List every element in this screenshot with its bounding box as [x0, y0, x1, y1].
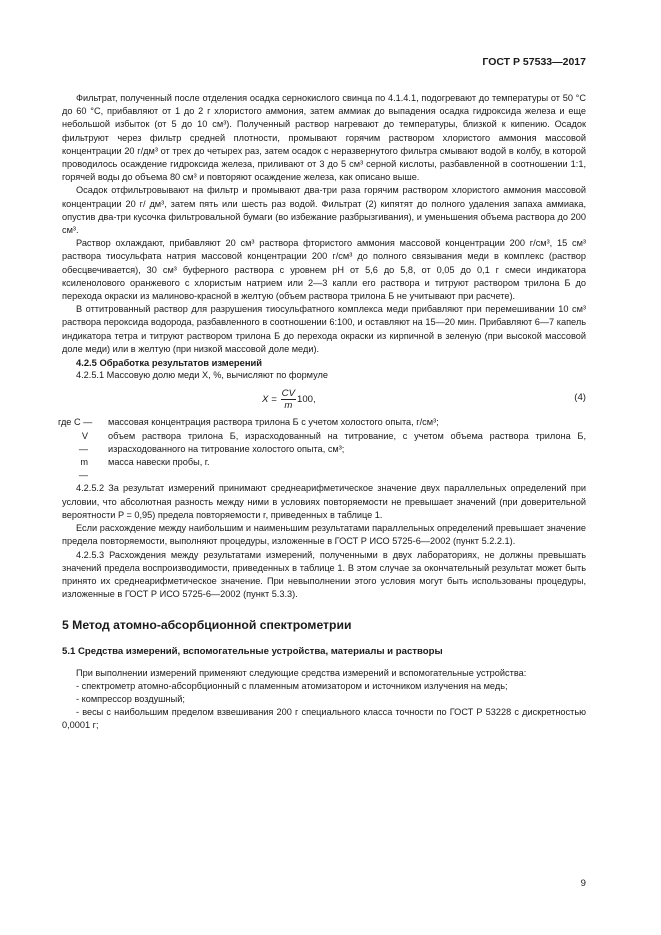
- paragraph-4-2-5-2: 4.2.5.2 За результат измерений принимают среднеарифметическое значение двух параллельных определений при условии, что абсолютная разность между ними в условиях повторяемости не превышает значений (при доверительной вероятности P = 0,95) предела повторяемости r, приведенных в таблице 1.: [62, 483, 586, 520]
- page-number: 9: [580, 878, 586, 889]
- paragraph-5-1: При выполнении измерений применяют следующие средства измерений и вспомогательные устройства:: [76, 667, 527, 678]
- paragraph-discrepancy: Если расхождение между наибольшим и наименьшим результатами параллельных определений превышает значение предела повторяемости, выполняют процедуры, изложенные в ГОСТ Р ИСО 5725-6—2002 (пункт 5.2.2.1).: [62, 523, 586, 547]
- paragraph-4-2-5-1: 4.2.5.1 Массовую долю меди X, %, вычисляют по формуле: [76, 370, 328, 381]
- formula-number: (4): [574, 392, 586, 404]
- formula-numerator: CV: [281, 388, 295, 400]
- section-heading-5: 5 Метод атомно-абсорбционной спектрометрии: [62, 618, 352, 633]
- formula-denominator: m: [284, 400, 293, 412]
- legend-symbol: m —: [78, 457, 88, 481]
- formula-lhs: X =: [262, 394, 277, 406]
- paragraph-solution-cooling: Раствор охлаждают, прибавляют 20 см³ раствора фтористого аммония массовой концентрации 200 г/см³, 15 см³ раствора тиосульфата натрия массовой концентрации 200 г/см³ до полного связывания меди в комплекс (раствор обесцвечивается), 30 см³ буферного раствора с уровнем pH от 5,6 до 5,8, от 0,05 до 0,1 г смеси индикатора ксиленолового оранжевого с хлористым натрием или 2—3 капли его раствора и титруют раствором трилона Б до перехода окраски из малиново-красной в желтую (объем раствора трилона Б не учитывают при расчете).: [62, 238, 586, 302]
- formula-fraction: [281, 388, 296, 411]
- document-code: ГОСТ Р 57533—2017: [482, 56, 586, 68]
- legend-symbol: где C —: [58, 417, 93, 428]
- section-heading-4-2-5: 4.2.5 Обработка результатов измерений: [76, 357, 263, 369]
- legend-definition: объем раствора трилона Б, израсходованный на титрование, с учетом объема раствора трилона Б, израсходованного на титрование холостого опыта, см³;: [108, 430, 586, 454]
- legend-symbol: V —: [78, 430, 88, 454]
- paragraph-4-2-5-3: 4.2.5.3 Расхождения между результатами измерений, полученными в двух лабораториях, не должны превышать значений предела воспроизводимости, приведенных в таблице 1. В этом случае за окончательный результат может быть принято их среднеарифметическое значение. При невыполнении этого условия могут быть использованы процедуры, изложенные в ГОСТ Р ИСО 5725-6—2002 (пункт 5.3.3).: [62, 549, 586, 600]
- list-item: - весы с наибольшим пределом взвешивания 200 г специального класса точности по ГОСТ Р 53228 с дискретностью 0,0001 г;: [62, 707, 586, 731]
- page-body: [58, 56, 586, 733]
- legend-definition: масса навески пробы, г.: [108, 457, 210, 468]
- formula-4: [62, 386, 586, 410]
- formula-factor: 100,: [297, 394, 316, 406]
- legend-definition: массовая концентрация раствора трилона Б с учетом холостого опыта, г/см³;: [108, 417, 439, 428]
- list-item: - спектрометр атомно-абсорбционный с пламенным атомизатором и источником излучения на медь;: [76, 680, 508, 691]
- section-heading-5-1: 5.1 Средства измерений, вспомогательные устройства, материалы и растворы: [62, 646, 443, 658]
- formula-legend: [58, 416, 586, 482]
- paragraph-filtrate: Фильтрат, полученный после отделения осадка сернокислого свинца по 4.1.4.1, подогревают до температуры от 50 °C до 60 °C, прибавляют от 1 до 2 г хлористого аммония, затем аммиак до выпадения осадка гидроксида железа и еще небольшой избыток (от 5 до 10 см³). Полученный раствор нагревают до температуры, близкой к кипению. Осадок фильтруют через фильтр средней плотности, промывают горячим раствором хлористого аммония массовой концентрации 20 г/дм³ от трех до четырех раз, затем осадок с неразвернутого фильтра смывают водой в колбу, в которой проводилось осаждение гидроксида железа, приливают от 3 до 5 см³ серной кислоты, разбавленной в соотношении 1:1, горячей воды до объема 80 см³ и повторяют осаждение железа, как описано выше.: [62, 93, 586, 183]
- list-item: - компрессор воздушный;: [76, 693, 185, 704]
- paragraph-precipitate: Осадок отфильтровывают на фильтр и промывают два-три раза горячим раствором хлористого аммония массовой концентрации 20 г/ дм³, затем пять или шесть раз водой. Фильтрат (2) кипятят до полного удаления запаха аммиака, опустив два-три кусочка фильтровальной бумаги (во избежание разбрызгивания), и уменьшения объема раствора до 200 см³.: [62, 185, 586, 236]
- paragraph-titration: В оттитрованный раствор для разрушения тиосульфатного комплекса меди прибавляют при перемешивании 10 см³ раствора пероксида водорода, разбавленного в соотношении 6:100, и оставляют на 15—20 мин. Прибавляют 6—7 капель индикатора тетра и титруют раствором трилона Б до перехода окраски из кирпичной в зеленую (при высокой массовой доле меди) или в желтую (при низкой массовой доле меди).: [62, 304, 586, 354]
